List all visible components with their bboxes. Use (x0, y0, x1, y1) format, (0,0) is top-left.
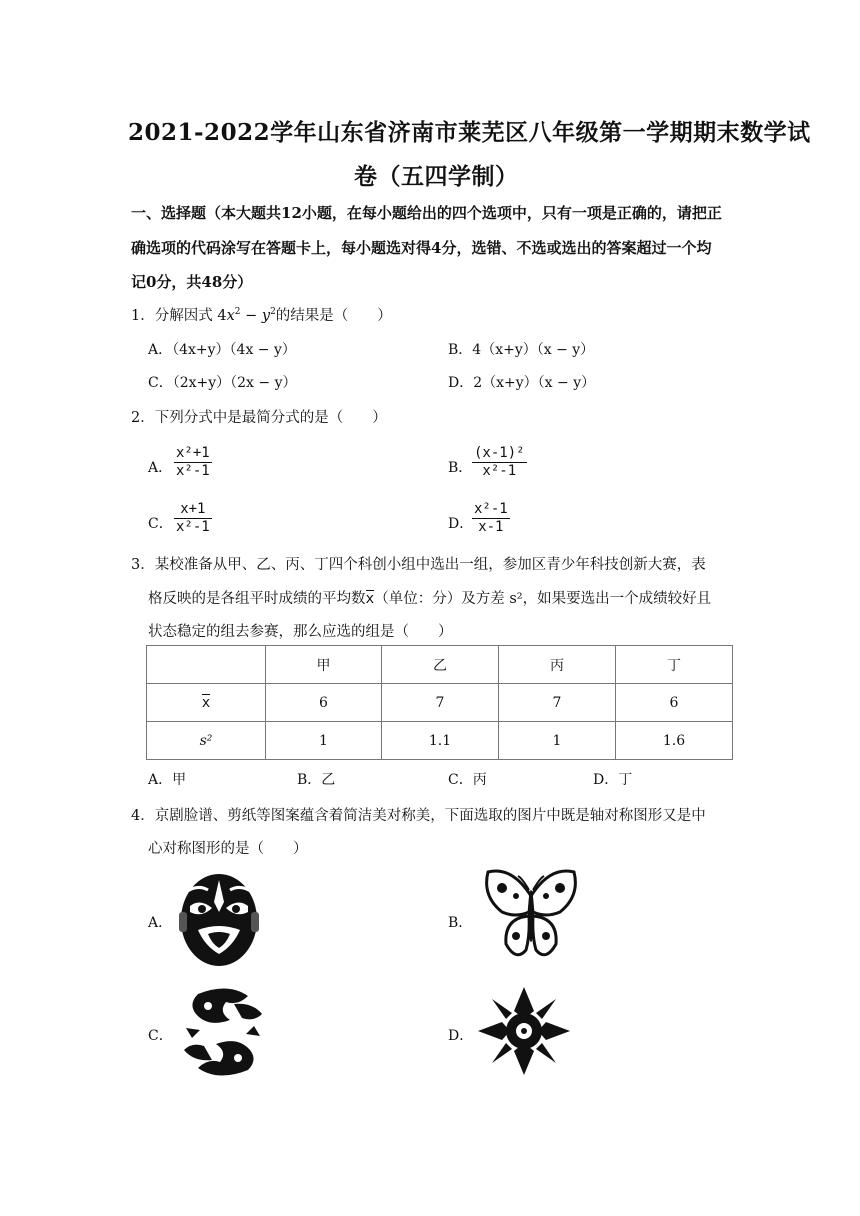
q2-option-a-fraction (174, 445, 212, 480)
q3-option-d: D．丁 (593, 772, 633, 788)
table-cell: 1 (266, 722, 382, 760)
table-header-cell: 乙 (382, 646, 499, 684)
table-header-cell: 丙 (499, 646, 616, 684)
variance-row-label: s² (147, 722, 266, 760)
table-cell: 6 (616, 684, 733, 722)
q1-option-a: A．（4x+y）（4x − y） (148, 342, 296, 358)
q1-stem-post: 的结果是（ ） (275, 308, 392, 324)
table-cell: 6 (266, 684, 382, 722)
section-header-line2: 确选项的代码涂写在答题卡上，每小题选对得4分，选错、不选或选出的答案超过一个均 (131, 239, 712, 257)
q2-option-a-label: A． (148, 460, 173, 476)
q4-option-c-label: C． (148, 1028, 173, 1044)
q3-option-a: A．甲 (148, 772, 187, 788)
doc-title-line1: 2021-2022学年山东省济南市莱芜区八年级第一学期期末数学试 (128, 119, 811, 146)
table-cell: 1.6 (616, 722, 733, 760)
mean-row-label (147, 684, 266, 722)
q2-d-numerator: x²-1 (474, 501, 508, 517)
q4-option-d-label: D． (448, 1028, 474, 1044)
question-3-line1: 3．某校准备从甲、乙、丙、丁四个科创小组中选出一组，参加区青少年科技创新大赛，表 (131, 557, 706, 573)
q2-option-d-fraction (472, 501, 510, 536)
q3-option-b: B．乙 (297, 772, 336, 788)
q2-a-numerator: x²+1 (176, 445, 210, 461)
q3-line2-pre: 格反映的是各组平时成绩的平均数 (148, 591, 366, 607)
question-3-line3: 状态稳定的组去参赛，那么应选的组是（ ） (148, 624, 453, 640)
table-cell: 7 (382, 684, 499, 722)
table-header-cell: 丁 (616, 646, 733, 684)
q2-option-c-fraction (174, 501, 212, 536)
section-header-line3: 记0分，共48分） (131, 273, 253, 291)
question-3-line2 (148, 587, 711, 608)
dragon-papercut-image (178, 984, 268, 1080)
question-1-stem: 1．分解因式 $4x^2 - y^2$的结果是（ ） (131, 307, 392, 324)
score-table (146, 645, 733, 760)
table-header-row (147, 646, 733, 684)
table-header-cell: 甲 (266, 646, 382, 684)
q2-c-numerator: x+1 (174, 501, 212, 519)
mean-symbol: x (365, 591, 375, 607)
table-header-cell (147, 646, 266, 684)
q4-option-a-label: A． (148, 915, 173, 931)
q4-option-b-label: B． (448, 915, 473, 931)
table-row-mean (147, 684, 733, 722)
table-row-variance (147, 722, 733, 760)
table-cell: 7 (499, 684, 616, 722)
q1-option-b: B．4（x+y）（x − y） (448, 342, 595, 358)
doc-title-line2: 卷（五四学制） (354, 163, 519, 190)
q2-a-denominator: x²-1 (176, 463, 210, 479)
question-4-line2: 心对称图形的是（ ） (148, 841, 308, 857)
q2-b-numerator: (x-1)² (474, 445, 525, 461)
opera-mask-image (178, 872, 260, 968)
snowflake-papercut-image (476, 986, 572, 1076)
q1-stem-mid: − (240, 308, 262, 324)
table-cell: 1 (499, 722, 616, 760)
q2-option-d-label: D． (448, 516, 474, 532)
mean-label: x (201, 695, 211, 711)
q2-b-denominator: x²-1 (482, 463, 517, 479)
q2-option-b-fraction (472, 445, 527, 480)
q2-option-c-label: C． (148, 516, 173, 532)
question-2-stem: 2．下列分式中是最简分式的是（ ） (131, 410, 387, 426)
q3-line2-post: （单位：分）及方差 s²，如果要选出一个成绩较好且 (374, 591, 712, 607)
q2-d-denominator: x-1 (478, 519, 504, 535)
q1-stem-pre: 1．分解因式 4 (131, 308, 227, 324)
q1-option-c: C．（2x+y）（2x − y） (148, 375, 297, 391)
q3-option-c: C．丙 (448, 772, 487, 788)
question-4-line1: 4．京剧脸谱、剪纸等图案蕴含着简洁美对称美，下面选取的图片中既是轴对称图形又是中 (131, 808, 706, 824)
q2-option-b-label: B． (448, 460, 473, 476)
section-header-line1: 一、选择题（本大题共12小题，在每小题给出的四个选项中，只有一项是正确的，请把正 (131, 204, 722, 222)
table-cell: 1.1 (382, 722, 499, 760)
butterfly-image (482, 866, 580, 966)
q1-option-d: D．2（x+y）（x − y） (448, 375, 596, 391)
q2-c-denominator: x²-1 (176, 519, 210, 535)
